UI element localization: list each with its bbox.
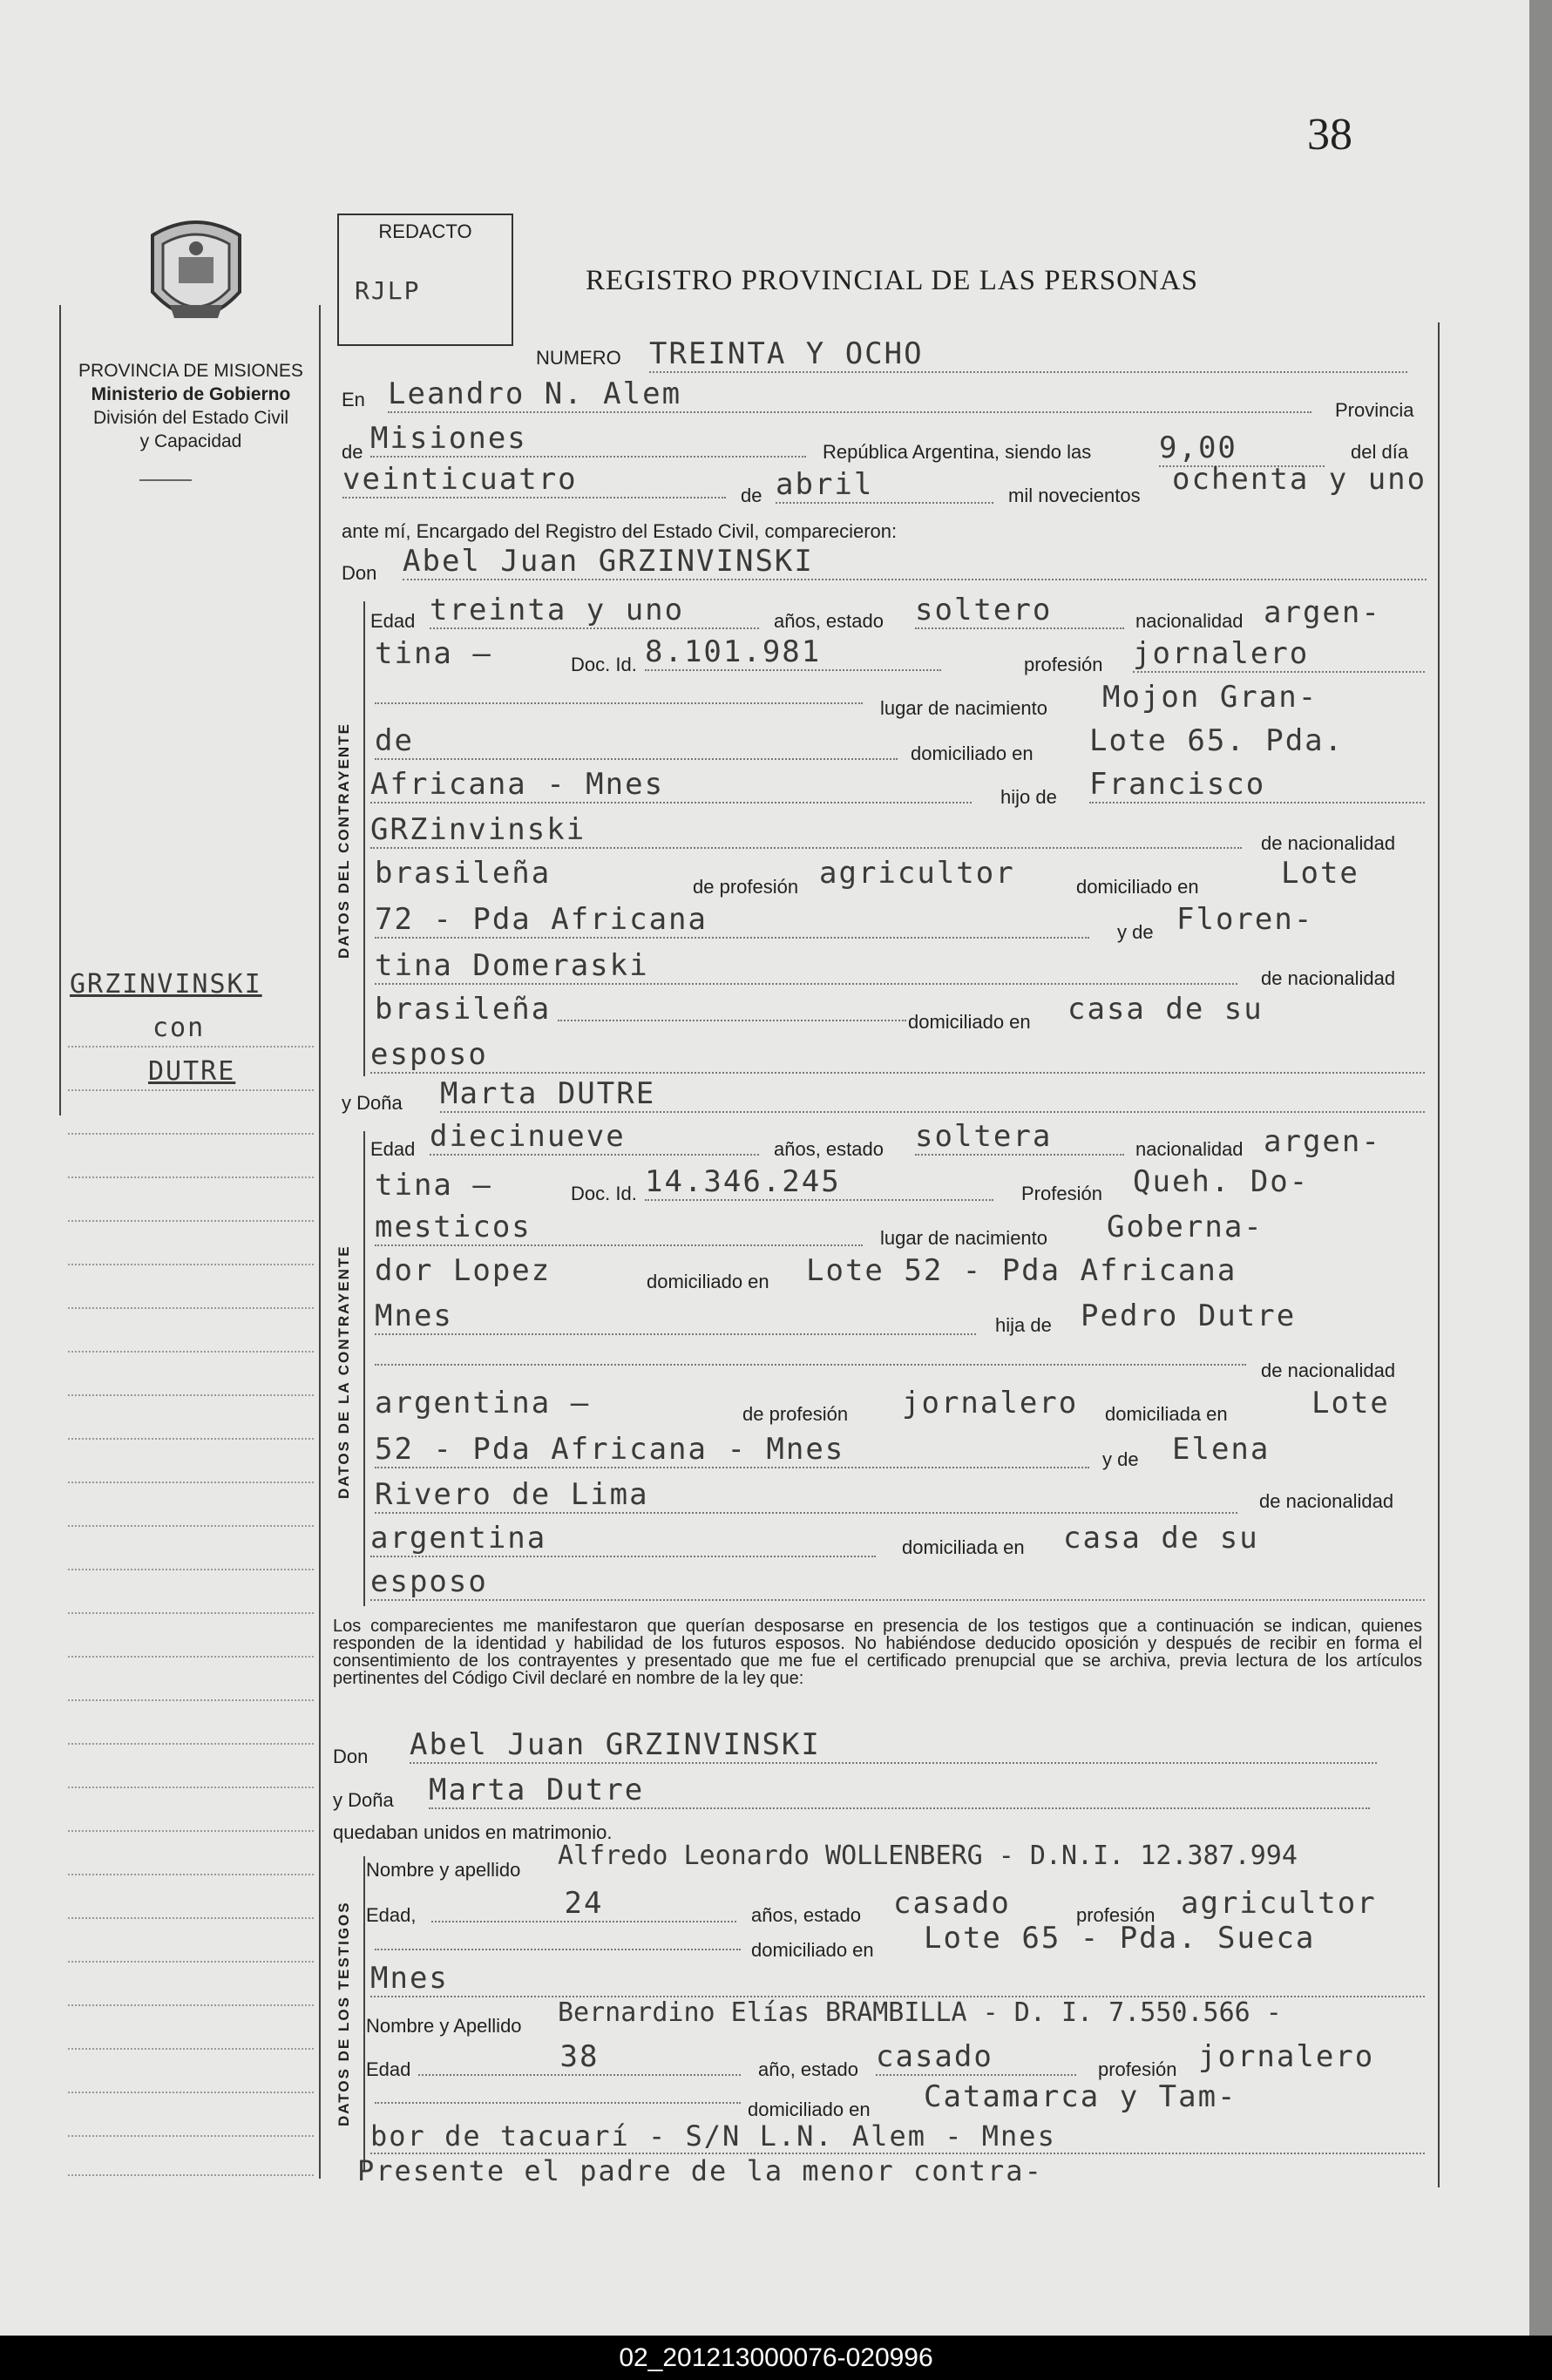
madre-nacionalidad-label: de nacionalidad [1261,967,1396,989]
numero-value: TREINTA Y OCHO [649,336,1407,373]
padre-nacionalidad-value: brasileña [375,856,552,891]
padre-name: Francisco [1089,767,1425,804]
right-frame-line [1438,322,1440,2187]
ruled-line [68,1176,314,1178]
edad-value: treinta y uno [430,593,759,629]
testigo2-nombre-value: Bernardino Elías BRAMBILLA - D. I. 7.550.566 - [558,1997,1282,2028]
padre-profesion-label-f: de profesión [742,1403,849,1425]
blank-line [375,2102,741,2104]
decl-don-label: Don [333,1746,369,1767]
mes-value: abril [776,467,993,504]
hija-label: hija de [995,1314,1052,1336]
ruled-line [68,1307,314,1309]
ruled-line [68,1133,314,1135]
testigo2-domicilio-value: Catamarca y Tam- [924,2079,1237,2114]
ruled-line [68,1699,314,1701]
testigo1-profesion-value: agricultor [1181,1886,1377,1921]
ruled-line [68,1830,314,1832]
edad-label-f: Edad [370,1138,416,1160]
testigo2-edad-value: 38 [418,2039,741,2076]
padre-domicilio-value-cont: 72 - Pda Africana [375,902,1089,939]
page-number: 38 [1307,110,1352,159]
decl-dona-label: y Doña [333,1789,394,1811]
republica-label: República Argentina, siendo las [823,441,1092,463]
ruled-line [68,1656,314,1658]
ruled-line [68,1394,314,1396]
domiciliado-label: domiciliado en [911,742,1034,764]
ruled-line [68,2092,314,2093]
ruled-line [68,1482,314,1483]
edad-value-f: diecinueve [430,1119,759,1156]
en-label: En [342,389,365,410]
nacionalidad-value-f-cont: tina — [375,1168,492,1203]
mil-novecientos-label: mil novecientos [1008,485,1141,506]
decl-dona-value: Marta Dutre [429,1773,1370,1809]
ruled-line [68,1787,314,1788]
madre-name: Floren- [1176,902,1314,937]
ministry-name: Ministerio de Gobierno [91,384,291,404]
don-value: Abel Juan GRZINVINSKI [403,544,1427,580]
nacionalidad-value: argen- [1264,595,1381,630]
lugar-nacimiento-value-cont: de [375,723,898,760]
quedaban-text: quedaban unidos en matrimonio. [333,1821,613,1843]
lugar-nacimiento-value: Mojon Gran- [1102,680,1318,715]
dona-value: Marta DUTRE [440,1076,1425,1113]
madre-domicilio-value-f-cont: esposo [370,1564,1425,1601]
testigos-side-label: DATOS DE LOS TESTIGOS [335,1901,352,2126]
y-de-label-f: y de [1102,1448,1139,1470]
profesion-label-f: Profesión [1021,1183,1102,1204]
ruled-line [68,1917,314,1919]
testigo2-domicilio-value-cont: bor de tacuarí - S/N L.N. Alem - Mnes [370,2119,1425,2154]
don-label: Don [342,562,377,584]
ruled-line [68,1089,314,1091]
ruled-line [68,1961,314,1963]
hijo-label: hijo de [1000,786,1057,808]
testigo1-edad-label: Edad, [366,1904,417,1926]
declaration-text: Los comparecientes me manifestaron que querían desposarse en presencia de los testigos que a continuación se indican, quienes responden de la identidad y habilidad de los futuros esposos. No habiéndose deducido oposición y después de recibir en forma el consentimiento de los contrayentes y presentado que me fue el certificado prenupcial que se archiva, previa lectura de los artículos pertinentes del Código Civil declaré en nombre de la ley que: [333,1617,1422,1688]
padre-nacionalidad-label: de nacionalidad [1261,832,1396,854]
profesion-value-f-cont: mesticos [375,1210,863,1246]
testigo1-domicilio-value-cont: Mnes [370,1961,1425,1997]
padre-domiciliado-label: domiciliado en [1076,876,1199,898]
contrayenta-bracket [363,1131,365,1606]
profesion-value: jornalero [1133,636,1425,673]
hora-value: 9,00 [1159,431,1325,467]
nacionalidad-value-cont: tina — [375,636,492,671]
lugar-nacimiento-label: lugar de nacimiento [880,697,1048,719]
edad-label: Edad [370,610,416,632]
padre-profesion-value-f: jornalero [902,1386,1079,1421]
anios-estado-label-f: años, estado [774,1138,884,1160]
decl-don-value: Abel Juan GRZINVINSKI [410,1727,1377,1764]
ruled-line [68,1525,314,1527]
anios-estado-label: años, estado [774,610,884,632]
redacto-label: REDACTO [378,220,472,242]
left-frame-line [59,305,61,1115]
y-de-label: y de [1117,921,1154,943]
province-seal-icon [135,209,257,340]
testigo1-domiciliado-label: domiciliado en [751,1939,874,1961]
madre-nacionalidad-value: brasileña [375,992,552,1027]
madre-nacionalidad-value-f: argentina [370,1521,876,1557]
ruled-line [68,1743,314,1745]
padre-domicilio-value-f: Lote [1311,1386,1390,1421]
domicilio-value-cont: Africana - Mnes [370,767,972,804]
dona-label: y Doña [342,1092,403,1114]
nacionalidad-label-f: nacionalidad [1135,1138,1244,1160]
testigo2-anio-estado-label: año, estado [758,2058,858,2080]
doc-value-f: 14.346.245 [645,1164,993,1201]
testigo2-domiciliado-label: domiciliado en [748,2099,871,2120]
page-edge-shadow [1529,0,1552,2336]
handwritten-note: Presente el padre de la menor contra- [357,2154,1043,2187]
division-line1: División del Estado Civil [92,408,289,428]
estado-value-f: soltera [915,1119,1124,1156]
domicilio-value-f: Lote 52 - Pda Africana [806,1253,1237,1288]
column-divider [319,305,321,2179]
nacionalidad-label: nacionalidad [1135,610,1244,632]
estado-value: soltero [915,593,1124,629]
ruled-line [68,2004,314,2006]
margin-note-surname1: GRZINVINSKI [70,969,262,1000]
blank-line [375,1949,741,1950]
scan-id-footer: 02_201213000076-020996 [0,2336,1552,2380]
contrayente-bracket [363,601,365,1076]
testigo2-profesion-label: profesión [1098,2058,1177,2080]
padre-domiciliada-label-f: domiciliada en [1105,1403,1228,1425]
ruled-line [68,1569,314,1570]
testigos-bracket [363,1856,365,2170]
profesion-value-f: Queh. Do- [1133,1164,1310,1199]
margin-note-con: con [152,1013,206,1043]
divider [139,479,192,481]
ruled-line [68,1612,314,1614]
ruled-line [68,2048,314,2050]
profesion-label: profesión [1024,654,1103,675]
ruled-line [68,1874,314,1875]
padre-nacionalidad-value-f: argentina — [375,1386,591,1421]
contrayenta-side-label: DATOS DE LA CONTRAYENTE [335,1244,352,1499]
registry-title: REGISTRO PROVINCIAL DE LAS PERSONAS [586,265,1199,296]
testigo1-edad-value: 24 [431,1886,736,1922]
ante-mi-text: ante mí, Encargado del Registro del Estado Civil, comparecieron: [342,520,898,542]
ruled-line [68,1438,314,1440]
doc-label: Doc. Id. [571,654,637,675]
numero-label: NUMERO [536,347,621,369]
province-name: PROVINCIA DE MISIONES [78,361,303,381]
testigo1-anios-estado-label: años, estado [751,1904,861,1926]
contrayente-side-label: DATOS DEL CONTRAYENTE [335,722,352,959]
provincia-label: Provincia [1335,399,1414,421]
domiciliado-label-f: domiciliado en [647,1271,769,1292]
ruled-line [68,2174,314,2176]
madre-domiciliado-label: domiciliado en [908,1011,1031,1033]
madre-domicilio-value: casa de su [1067,992,1264,1027]
ruled-line [68,1351,314,1353]
madre-name-cont: tina Domeraski [375,948,1237,985]
en-value: Leandro N. Alem [388,376,1311,413]
de-label: de [342,441,363,463]
blank-line [375,1364,1246,1366]
del-dia-label: del día [1351,441,1409,463]
madre-nacionalidad-label-f: de nacionalidad [1259,1490,1394,1512]
doc-value: 8.101.981 [645,634,941,671]
madre-name-f: Elena [1172,1432,1271,1467]
domicilio-value: Lote 65. Pda. [1089,723,1345,758]
padre-domicilio-value-f-cont: 52 - Pda Africana - Mnes [375,1432,1089,1468]
ruled-line [68,2135,314,2137]
madre-domicilio-value-cont: esposo [370,1037,1425,1074]
domicilio-value-f-cont: Mnes [375,1298,976,1335]
padre-nacionalidad-label-f: de nacionalidad [1261,1360,1396,1381]
testigo1-nombre-value: Alfredo Leonardo WOLLENBERG - D.N.I. 12.387.994 [558,1841,1298,1871]
padre-domicilio-value: Lote [1281,856,1359,891]
padre-name-f: Pedro Dutre [1081,1298,1297,1333]
division-line2: y Capacidad [139,431,242,451]
testigo2-profesion-value: jornalero [1198,2039,1375,2074]
blank-line [375,702,863,704]
blank-line [558,1020,906,1021]
testigo1-estado-value: casado [893,1886,1011,1921]
madre-domicilio-value-f: casa de su [1063,1521,1259,1556]
dia-value: veinticuatro [342,462,726,498]
testigo2-nombre-label: Nombre y Apellido [366,2015,522,2037]
padre-name-cont: GRZinvinski [370,812,1242,849]
lugar-nacimiento-label-f: lugar de nacimiento [880,1227,1048,1249]
doc-label-f: Doc. Id. [571,1183,637,1204]
redacto-initials: RJLP [355,276,421,305]
lugar-nacimiento-value-f-cont: dor Lopez [375,1253,552,1288]
madre-domiciliada-label-f: domiciliada en [902,1536,1025,1558]
de-value: Misiones [370,421,806,458]
lugar-nacimiento-value-f: Goberna- [1107,1210,1264,1244]
testigo2-edad-label: Edad [366,2058,411,2080]
margin-note-surname2: DUTRE [148,1056,236,1087]
testigo1-nombre-label: Nombre y apellido [366,1859,521,1881]
nacionalidad-value-f: argen- [1264,1124,1381,1159]
padre-profesion-label: de profesión [693,876,799,898]
padre-profesion-value: agricultor [819,856,1015,891]
ruled-line [68,1264,314,1265]
ruled-line [68,1220,314,1222]
redacto-box [337,214,513,346]
madre-name-f-cont: Rivero de Lima [375,1477,1237,1514]
testigo2-estado-value: casado [876,2039,1076,2076]
anio-value: ochenta y uno [1172,462,1427,497]
testigo1-domicilio-value: Lote 65 - Pda. Sueca [924,1921,1316,1956]
de-label-2: de [741,485,762,506]
testigo1-profesion-label: profesión [1076,1904,1156,1926]
ruled-line [68,1046,314,1048]
